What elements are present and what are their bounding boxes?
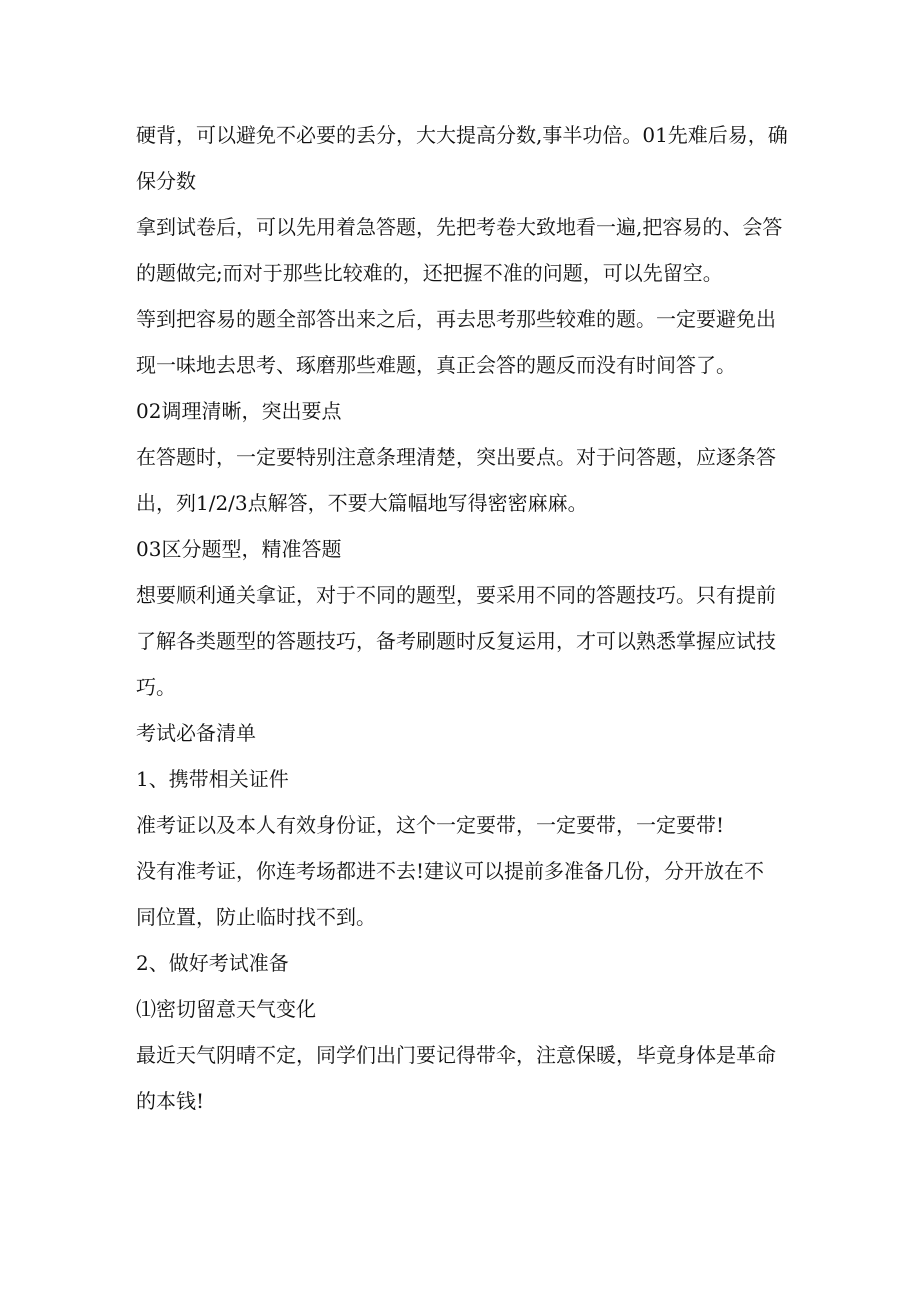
document-body: [136, 112, 796, 1124]
text-line: 现一味地去思考、琢磨那些难题，真正会答的题反而没有时间答了。: [136, 353, 736, 377]
text-line: 同位置，防止临时找不到。: [136, 905, 376, 929]
text-line: 准考证以及本人有效身份证，这个一定要带，一定要带，一定要带!: [136, 813, 725, 837]
section-heading: 1、携带相关证件: [136, 767, 289, 791]
section-heading: ⑴密切留意天气变化: [136, 997, 316, 1021]
text-line: 在答题时，一定要特别注意条理清楚，突出要点。对于问答题，应逐条答: [136, 445, 776, 469]
text-line: 的本钱!: [136, 1089, 205, 1113]
text-line: 没有准考证，你连考场都进不去!建议可以提前多准备几份，分开放在不: [136, 859, 765, 883]
section-heading: 02调理清晰，突出要点: [136, 399, 342, 423]
text-line: 想要顺利通关拿证，对于不同的题型，要采用不同的答题技巧。只有提前: [136, 583, 776, 607]
section-heading: 2、做好考试准备: [136, 951, 289, 975]
text-line: 的题做完;而对于那些比较难的，还把握不准的问题，可以先留空。: [136, 261, 723, 285]
text-line: 保分数: [136, 169, 196, 193]
text-line: 巧。: [136, 675, 176, 699]
section-heading: 03区分题型，精准答题: [136, 537, 342, 561]
section-heading: 考试必备清单: [136, 721, 256, 745]
text-line: 硬背，可以避免不必要的丢分，大大提高分数,事半功倍。01先难后易，确: [136, 123, 788, 147]
text-line: 了解各类题型的答题技巧，备考刷题时反复运用，才可以熟悉掌握应试技: [136, 629, 776, 653]
text-line: 拿到试卷后，可以先用着急答题，先把考卷大致地看一遍,把容易的、会答: [136, 215, 783, 239]
text-line: 等到把容易的题全部答出来之后，再去思考那些较难的题。一定要避免出: [136, 307, 776, 331]
text-line: 最近天气阴晴不定，同学们出门要记得带伞，注意保暖，毕竟身体是革命: [136, 1043, 776, 1067]
text-line: 出，列1/2/3点解答，不要大篇幅地写得密密麻麻。: [136, 491, 588, 515]
